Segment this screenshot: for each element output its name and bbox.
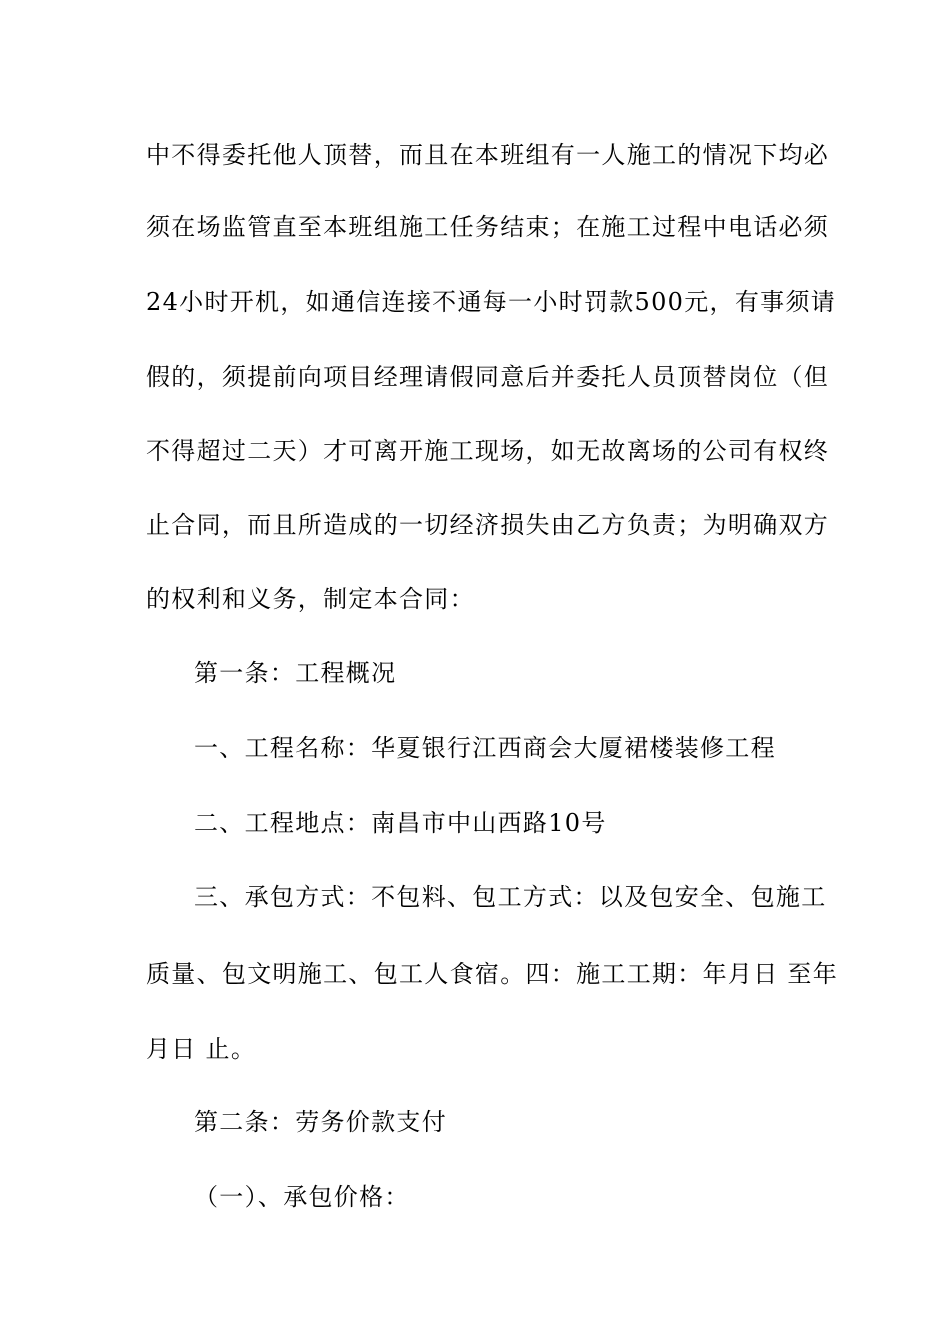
body-line-3: 24小时开机，如通信连接不通每一小时罚款500元，有事须请 <box>146 288 837 316</box>
body-line-5: 不得超过二天）才可离开施工现场，如无故离场的公司有权终 <box>146 437 830 465</box>
body-line-1: 中不得委托他人顶替，而且在本班组有一人施工的情况下均必 <box>146 141 830 169</box>
contract-method-line-2: 质量、包文明施工、包工人食宿。四：施工工期：年月日 至年 <box>146 960 839 988</box>
body-line-6: 止合同，而且所造成的一切经济损失由乙方负责；为明确双方 <box>146 511 830 539</box>
body-line-2: 须在场监管直至本班组施工任务结束；在施工过程中电话必须 <box>146 213 830 241</box>
project-location-line: 二、工程地点：南昌市中山西路10号 <box>194 809 607 837</box>
section-heading-1: 第一条：工程概况 <box>194 659 397 687</box>
section-heading-2: 第二条：劳务价款支付 <box>194 1108 447 1136</box>
subsection-heading-1: （一）、承包价格： <box>194 1183 410 1211</box>
body-line-4: 假的，须提前向项目经理请假同意后并委托人员顶替岗位（但 <box>146 363 830 391</box>
contract-method-line: 三、承包方式：不包料、包工方式：以及包安全、包施工 <box>194 883 827 911</box>
construction-period-end: 月日 止。 <box>146 1035 257 1063</box>
project-name-line: 一、工程名称：华夏银行江西商会大厦裙楼装修工程 <box>194 734 776 762</box>
body-line-7: 的权利和义务，制定本合同： <box>146 585 475 613</box>
